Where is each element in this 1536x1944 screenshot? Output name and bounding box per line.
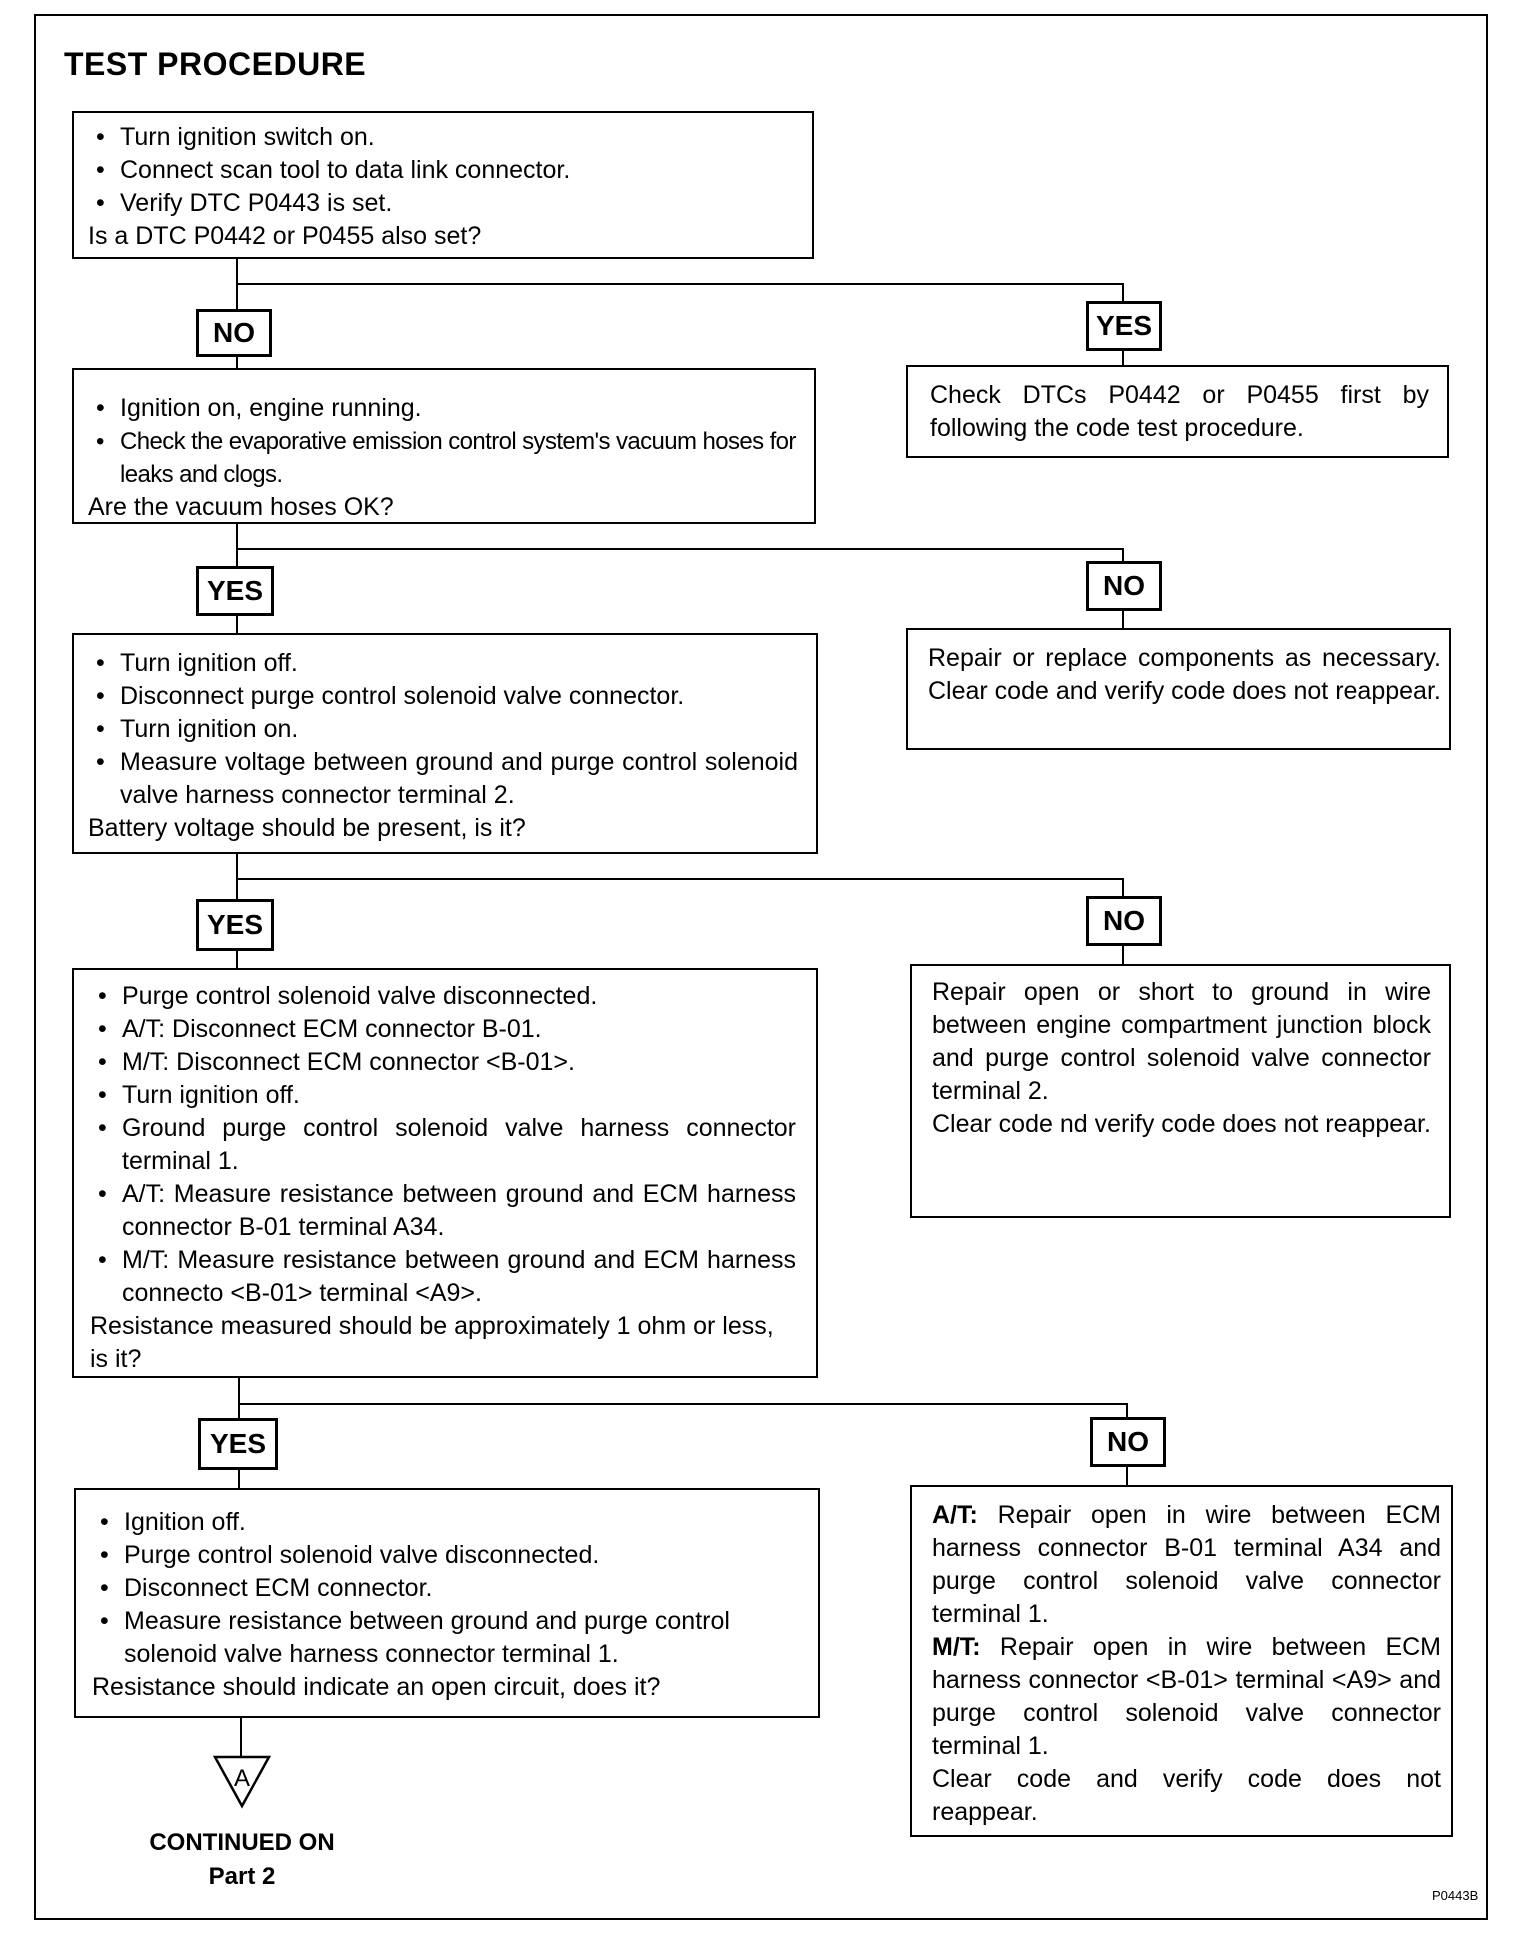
connector-line: [236, 283, 1124, 285]
step-bullet: • Measure voltage between ground and purge control solenoid valve harness connector terminal 2.: [88, 746, 798, 812]
step-bullet: • Measure resistance between ground and purge control solenoid valve harness connector terminal 1.: [92, 1605, 804, 1671]
result-box-4: [910, 1485, 1453, 1837]
step-box-5: [74, 1488, 820, 1718]
result-text-mt: [932, 1631, 1441, 1763]
step-bullet: • Ignition off.: [92, 1506, 804, 1539]
result-text-at: [932, 1499, 1441, 1631]
result-box-1: [906, 365, 1449, 458]
connector-line: [1122, 946, 1124, 966]
connector-line: [1122, 350, 1124, 366]
connector-letter: A: [233, 1765, 251, 1792]
step-bullet: • Connect scan tool to data link connector.: [88, 154, 802, 187]
continued-line-1: CONTINUED ON: [149, 1829, 335, 1856]
step-bullet: • Ignition on, engine running.: [88, 392, 806, 425]
step-bullet: • M/T: Disconnect ECM connector <B-01>.: [90, 1046, 796, 1079]
connector-line: [236, 878, 1124, 880]
connector-line: [236, 548, 1124, 550]
result-text: Repair or replace components as necessary. Clear code and verify code does not reappear.: [928, 644, 1441, 705]
page-title: TEST PROCEDURE: [64, 46, 367, 82]
result-box-2: [906, 628, 1451, 750]
step-question: Are the vacuum hoses OK?: [88, 493, 394, 521]
step-bullet: • Disconnect purge control solenoid valve connector.: [88, 680, 798, 713]
connector-line: [238, 1376, 240, 1420]
result-text: Check DTCs P0442 or P0455 first by following the code test procedure.: [930, 381, 1429, 442]
step-bullet: • M/T: Measure resistance between ground and ECM harness connecto <B-01> terminal <A9>.: [90, 1244, 796, 1310]
step-box-1: [72, 111, 814, 259]
connector-line: [236, 853, 238, 901]
connector-line: [236, 355, 238, 369]
step-bullet: • Ground purge control solenoid valve harness connector terminal 1.: [90, 1112, 796, 1178]
step-bullet: • Purge control solenoid valve disconnected.: [90, 980, 796, 1013]
step-bullet: • A/T: Disconnect ECM connector B-01.: [90, 1013, 796, 1046]
yes-label: YES: [198, 1418, 278, 1470]
yes-label: YES: [196, 566, 274, 616]
continued-note: [132, 1826, 352, 1894]
connector-line: [236, 950, 238, 970]
connector-line: [240, 1716, 242, 1758]
figure-code: P0443B: [1432, 1888, 1479, 1903]
result-text: Clear code nd verify code does not reappear.: [932, 1110, 1431, 1138]
step-question: Resistance measured should be approximately 1 ohm or less, is it?: [90, 1312, 774, 1373]
step-box-4: [72, 968, 818, 1378]
no-label: NO: [196, 309, 272, 357]
result-text: Clear code and verify code does not reappear.: [932, 1765, 1441, 1826]
no-label: NO: [1086, 561, 1162, 611]
no-label: NO: [1090, 1417, 1166, 1467]
step-box-3: [72, 633, 818, 854]
step-bullet: • A/T: Measure resistance between ground and ECM harness connector B-01 terminal A34.: [90, 1178, 796, 1244]
at-text: Repair open in wire between ECM harness connector B-01 terminal A34 and purge control solenoid valve connector terminal 1.: [932, 1501, 1442, 1628]
step-question: Is a DTC P0442 or P0455 also set?: [88, 222, 482, 250]
mt-label: M/T:: [932, 1633, 981, 1661]
step-bullet: • Verify DTC P0443 is set.: [88, 187, 802, 220]
step-bullet: • Turn ignition off.: [88, 647, 798, 680]
at-label: A/T:: [932, 1501, 978, 1529]
continued-line-2: Part 2: [208, 1863, 276, 1890]
step-question: Battery voltage should be present, is it?: [88, 814, 526, 842]
offpage-connector-icon: [212, 1754, 272, 1810]
connector-line: [236, 615, 238, 635]
connector-line: [238, 1468, 240, 1490]
connector-line: [236, 259, 238, 311]
yes-label: YES: [1086, 301, 1162, 351]
connector-line: [238, 1403, 1128, 1405]
connector-line: [1122, 283, 1124, 303]
step-box-2: [72, 368, 816, 524]
step-bullet: • Purge control solenoid valve disconnected.: [92, 1539, 804, 1572]
no-label: NO: [1086, 896, 1162, 946]
connector-line: [1122, 611, 1124, 629]
mt-text: Repair open in wire between ECM harness connector <B-01> terminal <A9> and purge control solenoid valve connector terminal 1.: [932, 1633, 1441, 1760]
connector-line: [1126, 1465, 1128, 1487]
step-bullet: • Disconnect ECM connector.: [92, 1572, 804, 1605]
connector-line: [236, 523, 238, 571]
step-bullet: • Turn ignition switch on.: [88, 121, 802, 154]
yes-label: YES: [196, 899, 274, 951]
step-bullet: • Check the evaporative emission control system's vacuum hoses for leaks and clogs.: [88, 425, 806, 491]
connector-line: [1122, 878, 1124, 896]
result-text: Repair open or short to ground in wire between engine compartment junction block and purge control solenoid valve connector terminal 2.: [932, 978, 1431, 1105]
result-box-3: [910, 964, 1451, 1218]
step-bullet: • Turn ignition on.: [88, 713, 798, 746]
step-bullet: • Turn ignition off.: [90, 1079, 796, 1112]
step-question: Resistance should indicate an open circuit, does it?: [92, 1673, 661, 1701]
